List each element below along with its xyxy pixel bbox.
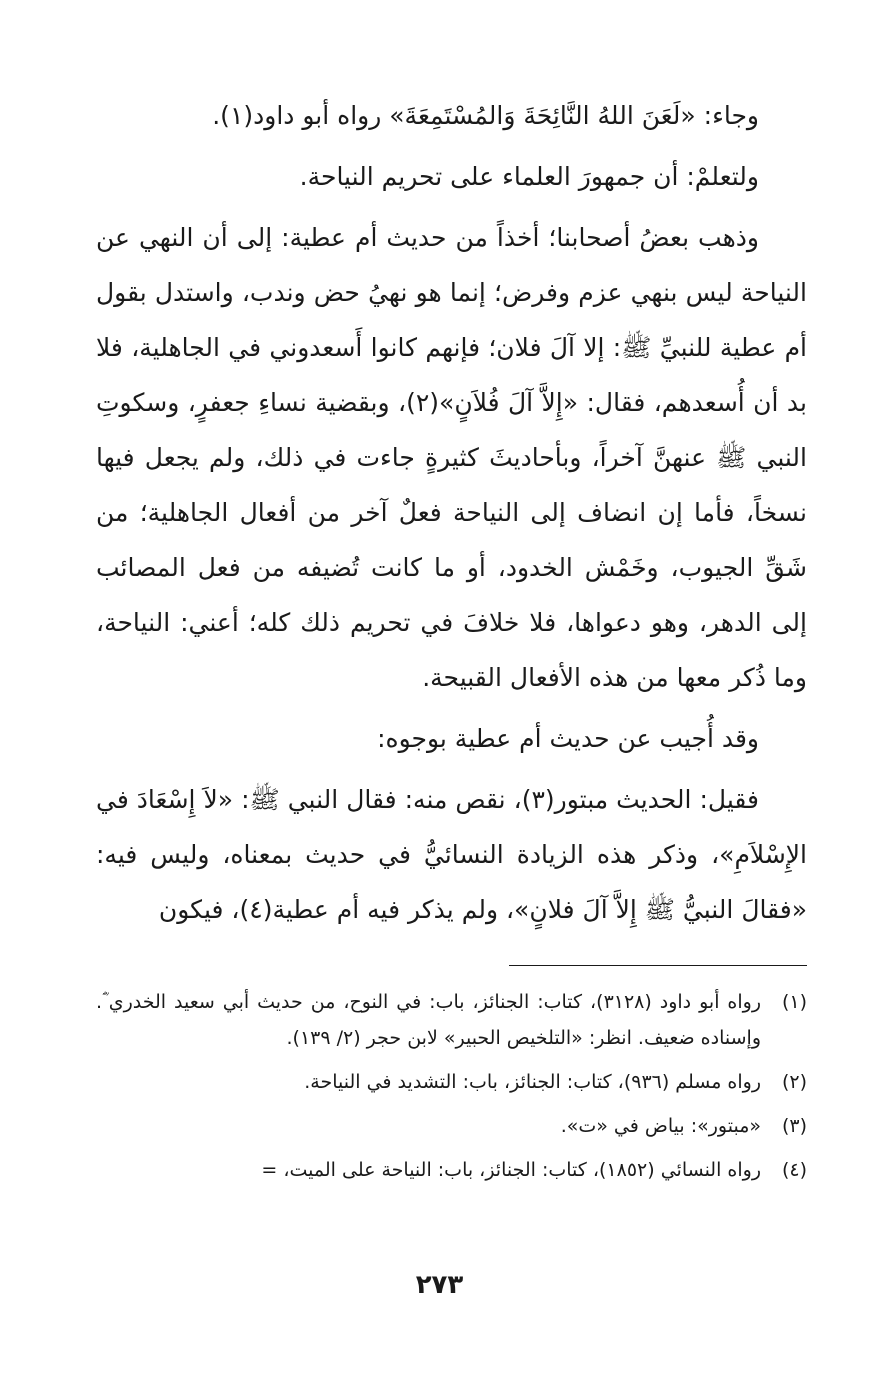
main-text [96,88,807,943]
footnote-separator [509,965,807,966]
footnotes [96,984,807,1196]
footnote-4 [96,1152,807,1188]
footnote-number: (٣) [781,1115,807,1137]
footnote-2 [96,1064,807,1100]
footnote-number: (١) [781,991,807,1013]
footnote-1 [96,984,807,1056]
paragraph-1: وجاء: «لَعَنَ اللهُ النَّائِحَةَ وَالمُسْتَمِعَةَ» رواه أبو داود(١). [212,101,759,130]
footnote-number: (٤) [781,1159,807,1181]
footnote-text: رواه أبو داود (٣١٢٨)، كتاب: الجنائز، باب: في النوح، من حديث أبي سعيد الخدري ؓ. وإسناده ضعيف. انظر: «التلخيص الحبير» لابن حجر (٢/ ١٣٩). [96,991,762,1049]
paragraph-5: فقيل: الحديث مبتور(٣)، نقص منه: فقال النبي ﷺ: «لاَ إِسْعَادَ في الإِسْلاَمِ»، وذكر هذه الزيادة النسائيُّ في حديث بمعناه، وليس فيه: «فقالَ النبيُّ ﷺ إِلاَّ آلَ فلانٍ»، ولم يذكر فيه أم عطية(٤)، فيكون [96,785,807,924]
footnote-number: (٢) [781,1071,807,1093]
paragraph-3: وذهب بعضُ أصحابنا؛ أخذاً من حديث أم عطية: إلى أن النهي عن النياحة ليس بنهي عزم وفرض؛ إنما هو نهيُ حض وندب، واستدل بقول أم عطية للنبيِّ ﷺ: إلا آلَ فلان؛ فإنهم كانوا أَسعدوني في الجاهلية، فلا بد أن أُسعدهم، فقال: «إِلاَّ آلَ فُلاَنٍ»(٢)، وبقضية نساءِ جعفرٍ، وسكوتِ النبي ﷺ عنهنَّ آخراً، وبأحاديثَ كثيرةٍ جاءت في ذلك، ولم يجعل فيها نسخاً، فأما إن انضاف إلى النياحة فعلٌ آخر من أفعال الجاهلية؛ من شَقِّ الجيوب، وخَمْش الخدود، أو ما كانت تُضيفه من فعل المصائب إلى الدهر، وهو دعواها، فلا خلافَ في تحريم ذلك كله؛ أعني: النياحة، وما ذُكر معها من هذه الأفعال القبيحة. [96,223,807,692]
paragraph-4: وقد أُجيب عن حديث أم عطية بوجوه: [377,724,759,753]
footnote-text: رواه النسائي (١٨٥٢)، كتاب: الجنائز، باب: النياحة على الميت، = [261,1159,761,1181]
footnote-3 [96,1108,807,1144]
page-number: ٢٧٣ [415,1270,464,1300]
paragraph-2: ولتعلمْ: أن جمهورَ العلماء على تحريم النياحة. [299,162,759,191]
footnote-text: «مبتور»: بياض في «ت». [560,1115,761,1137]
footnote-text: رواه مسلم (٩٣٦)، كتاب: الجنائز، باب: التشديد في النياحة. [304,1071,761,1093]
